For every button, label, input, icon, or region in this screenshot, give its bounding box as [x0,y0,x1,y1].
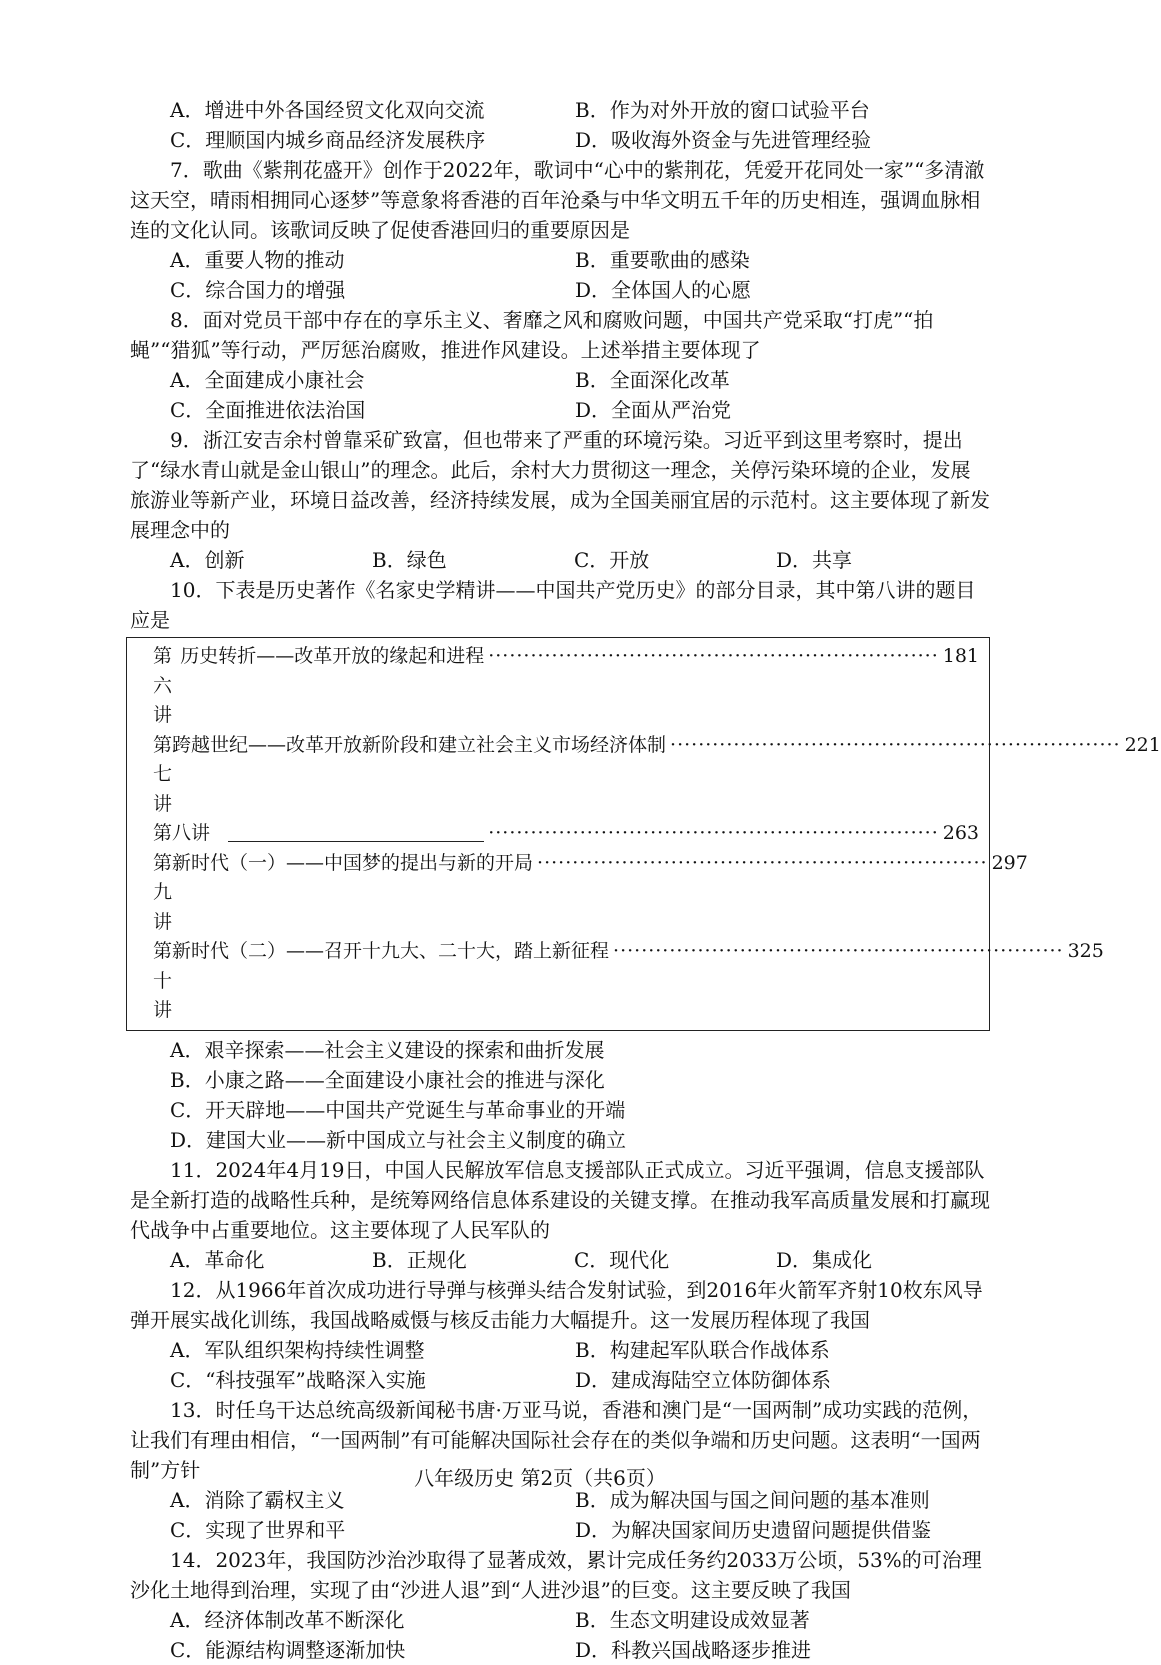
toc-leader-dots: ································································ [488,645,939,667]
q12-options [130,1365,990,1395]
q13-stem: 13．时任乌干达总统高级新闻秘书唐·万亚马说，香港和澳门是“一国两制”成功实践的范例，让我们有理由相信，“一国两制”有可能解决国际社会存在的类似争端和历史问题。这表明“一国两制”方针 [130,1397,983,1482]
q6-option-a: A．增进中外各国经贸文化双向交流 [170,98,485,122]
q7-option-d: D．全体国人的心愿 [575,278,752,302]
toc-row [153,937,1104,1026]
q10-option-b: B．小康之路——全面建设小康社会的推进与深化 [170,1067,605,1092]
q6-option-d: D．吸收海外资金与先进管理经验 [575,128,872,152]
q6-option-b: B．作为对外开放的窗口试验平台 [575,98,870,122]
q10-stem: 10．下表是历史著作《名家史学精讲——中国共产党历史》的部分目录，其中第八讲的题目应是 [130,578,976,632]
q7-options [130,275,990,305]
toc-page-number: 297 [991,851,1028,874]
q12-option-c: C．“科技强军”战略深入实施 [170,1367,426,1392]
page-footer: 八年级历史 第2页（共6页） [414,1466,666,1490]
q10-option-a: A．艰辛探索——社会主义建设的探索和曲折发展 [170,1037,605,1062]
toc-leader-dots: ································································ [488,822,939,844]
q11-option-c: C．现代化 [574,1247,670,1272]
q8-stem: 8．面对党员干部中存在的享乐主义、奢靡之风和腐败问题，中国共产党采取“打虎”“拍蝇”“猎狐”等行动，严厉惩治腐败，推进作风建设。上述举措主要体现了 [130,308,934,362]
toc-title: 跨越世纪——改革开放新阶段和建立社会主义市场经济体制 [172,733,667,756]
toc-title: 新时代（一）——中国梦的提出与新的开局 [172,851,534,874]
q14-options [130,1635,990,1665]
q10-option-c: C．开天辟地——中国共产党诞生与革命事业的开端 [170,1097,626,1122]
q7-option-b: B．重要歌曲的感染 [575,248,750,272]
toc-page-number: 263 [942,822,979,844]
q9-option-c: C．开放 [574,548,650,572]
toc-page-number: 181 [942,645,979,667]
q11-stem: 11．2024年4月19日，中国人民解放军信息支援部队正式成立。习近平强调，信息支援部队是全新打造的战略性兵种，是统筹网络信息体系建设的关键支撑。在推动我军高质量发展和打赢现代战争中占重要地位。这主要体现了人民军队的 [130,1157,990,1242]
toc-leader-dots: ································································ [670,733,1121,756]
q7-option-c: C．综合国力的增强 [170,278,346,302]
q11-options [130,1245,990,1275]
q9-option-a: A．创新 [170,548,245,572]
q11-option-a: A．革命化 [170,1247,265,1272]
q12-option-a: A．军队组织架构持续性调整 [170,1337,425,1362]
q7-option-a: A．重要人物的推动 [170,248,345,272]
q14-option-d: D．科教兴国战略逐步推进 [575,1637,812,1662]
toc-leader-dots: ································································ [537,851,988,874]
q14-stem: 14．2023年，我国防沙治沙取得了显著成效，累计完成任务约2033万公顷，53%的可治理沙化土地得到治理，实现了由“沙进人退”到“人进沙退”的巨变。这主要反映了我国 [130,1547,982,1602]
q6-options [130,95,990,125]
toc-lecture: 第八讲 [153,822,211,844]
q6-options [130,125,990,155]
q12-options [130,1335,990,1365]
toc-page-number: 325 [1067,940,1104,962]
toc-page-number: 221 [1124,733,1161,756]
q11-option-b: B．正规化 [372,1247,467,1272]
toc-lecture: 第九讲 [153,851,173,933]
q9-options [130,545,990,575]
toc-title: 历史转折——改革开放的缘起和进程 [180,645,485,667]
q9-option-b: B．绿色 [372,548,447,572]
toc-lecture: 第十讲 [153,940,173,1021]
toc-lecture: 第七讲 [153,733,173,815]
q13-option-b: B．成为解决国与国之间问题的基本准则 [575,1487,930,1512]
toc-leader-dots: ································································ [613,940,1064,962]
q7-stem: 7．歌曲《紫荆花盛开》创作于2022年，歌词中“心中的紫荆花，凭爱开花同处一家”“多清澈这天空，晴雨相拥同心逐梦”等意象将香港的百年沧桑与中华文明五千年的历史相连，强调血脉相连的文化认同。该歌词反映了促使香港回归的重要原因是 [130,158,985,242]
q13-option-c: C．实现了世界和平 [170,1517,346,1542]
toc-row [153,642,979,731]
q6-option-c: C．理顺国内城乡商品经济发展秩序 [170,128,486,152]
toc-answer-blank [228,819,485,842]
toc-row [153,849,1028,938]
q12-option-d: D．建成海陆空立体防御体系 [575,1367,832,1392]
q8-options [130,365,990,395]
q9-stem: 9．浙江安吉余村曾靠采矿致富，但也带来了严重的环境污染。习近平到这里考察时，提出了“绿水青山就是金山银山”的理念。此后，余村大力贯彻这一理念，关停污染环境的企业，发展旅游业等新产业，环境日益改善，经济持续发展，成为全国美丽宜居的示范村。这主要体现了新发展理念中的 [130,428,990,542]
q7-options [130,245,990,275]
q11-option-d: D．集成化 [776,1247,873,1272]
q8-options [130,395,990,425]
q14-option-c: C．能源结构调整逐渐加快 [170,1637,406,1662]
q13-option-d: D．为解决国家间历史遗留问题提供借鉴 [575,1517,932,1542]
q10-option-d: D．建国大业——新中国成立与社会主义制度的确立 [170,1127,627,1152]
q14-option-a: A．经济体制改革不断深化 [170,1607,405,1632]
toc-row [153,819,979,849]
q12-stem: 12．从1966年首次成功进行导弹与核弹头结合发射试验，到2016年火箭军齐射10枚东风导弹开展实战化训练，我国战略威慑与核反击能力大幅提升。这一发展历程体现了我国 [130,1277,983,1332]
toc-row [153,731,1161,820]
q8-option-a: A．全面建成小康社会 [170,368,365,392]
q12-option-b: B．构建起军队联合作战体系 [575,1337,830,1362]
toc-lecture: 第六讲 [153,645,173,726]
q8-option-b: B．全面深化改革 [575,368,730,392]
table-of-contents [126,637,1161,1031]
q14-options [130,1605,990,1635]
toc-title: 新时代（二）——召开十九大、二十大，踏上新征程 [172,940,610,962]
q8-option-c: C．全面推进依法治国 [170,398,366,422]
q8-option-d: D．全面从严治党 [575,398,732,422]
q9-option-d: D．共享 [776,548,853,572]
q14-option-b: B．生态文明建设成效显著 [575,1607,810,1632]
q13-option-a: A．消除了霸权主义 [170,1487,345,1512]
question-content [130,95,1161,1665]
q13-options [130,1515,990,1545]
